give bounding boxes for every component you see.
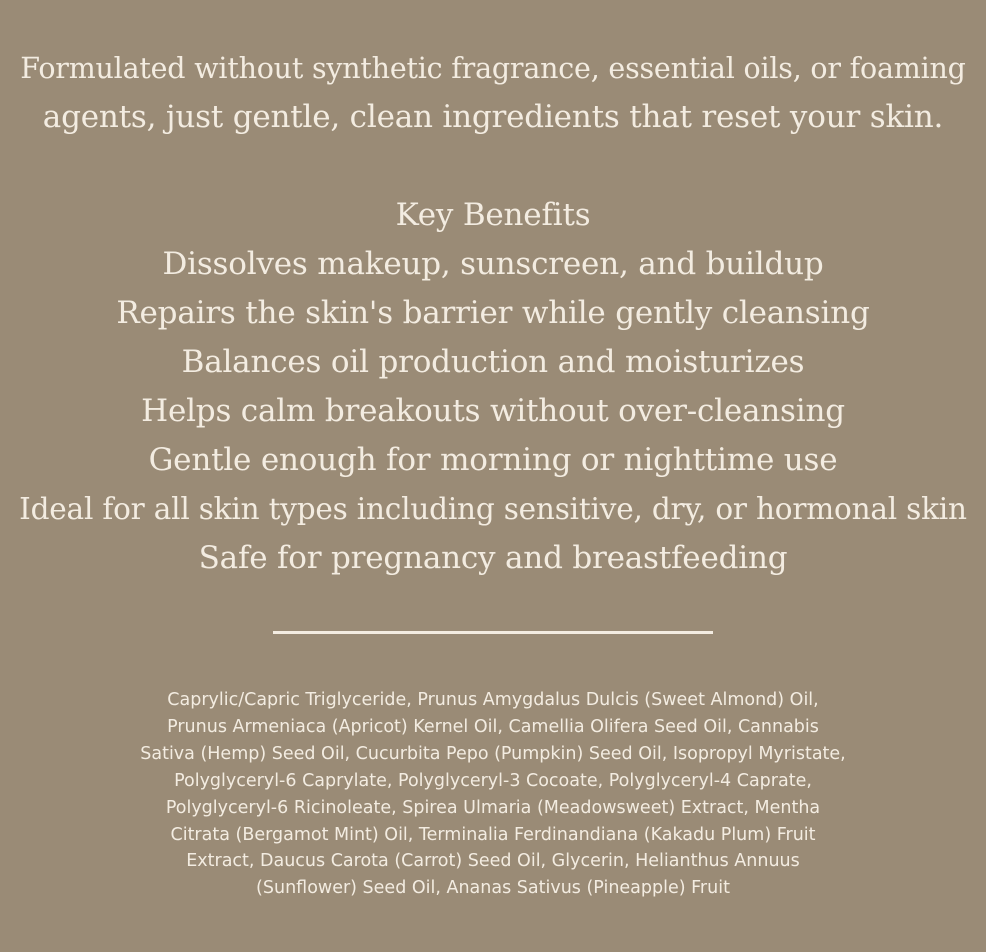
key-benefits-heading: Key Benefits: [395, 197, 591, 233]
benefit-item: Dissolves makeup, sunscreen, and buildup: [162, 246, 824, 282]
key-benefits-section: [0, 191, 986, 583]
ingredients-line: Polyglyceryl-6 Caprylate, Polyglyceryl-3 Cocoate, Polyglyceryl-4 Caprate,: [174, 770, 812, 791]
benefit-item: Ideal for all skin types including sensitive, dry, or hormonal skin: [19, 492, 967, 526]
ingredients-line: Citrata (Bergamot Mint) Oil, Terminalia Ferdinandiana (Kakadu Plum) Fruit: [170, 824, 816, 845]
intro-line: agents, just gentle, clean ingredients that reset your skin.: [42, 99, 944, 135]
ingredients-line: Extract, Daucus Carota (Carrot) Seed Oil, Glycerin, Helianthus Annuus: [186, 851, 800, 872]
benefit-item: Repairs the skin's barrier while gently cleansing: [116, 295, 870, 331]
benefit-item: Balances oil production and moisturizes: [181, 344, 805, 380]
ingredients-line: Prunus Armeniaca (Apricot) Kernel Oil, Camellia Olifera Seed Oil, Cannabis: [167, 716, 819, 737]
benefits-list: [0, 240, 986, 583]
benefit-item: Gentle enough for morning or nighttime use: [148, 442, 838, 478]
section-divider: [273, 631, 713, 634]
intro-paragraph: [0, 44, 986, 142]
benefit-item: Safe for pregnancy and breastfeeding: [198, 540, 788, 576]
ingredients-line: Sativa (Hemp) Seed Oil, Cucurbita Pepo (Pumpkin) Seed Oil, Isopropyl Myristate,: [140, 743, 846, 764]
intro-line: Formulated without synthetic fragrance, essential oils, or foaming: [20, 52, 966, 85]
ingredients-list: [0, 687, 986, 902]
ingredients-line: Caprylic/Capric Triglyceride, Prunus Amygdalus Dulcis (Sweet Almond) Oil,: [167, 690, 819, 710]
ingredients-line: Polyglyceryl-6 Ricinoleate, Spirea Ulmaria (Meadowsweet) Extract, Mentha: [165, 797, 821, 818]
ingredients-line: (Sunflower) Seed Oil, Ananas Sativus (Pineapple) Fruit: [256, 878, 730, 899]
benefit-item: Helps calm breakouts without over-cleansing: [141, 393, 845, 429]
